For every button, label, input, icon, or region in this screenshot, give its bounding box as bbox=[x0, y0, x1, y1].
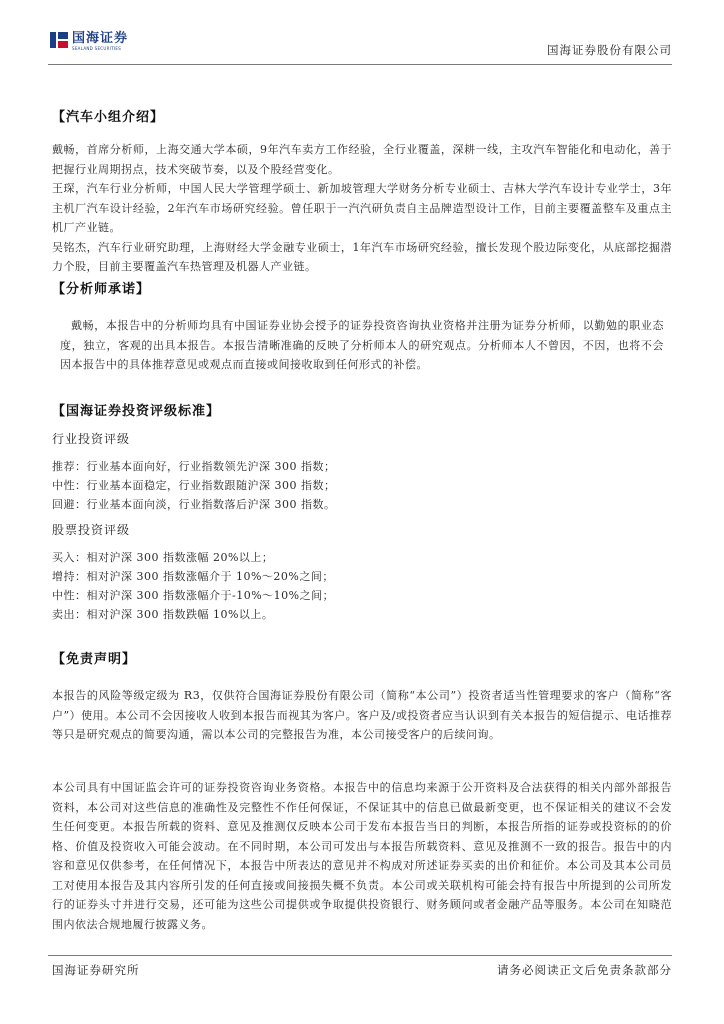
team-section-title: 【汽车小组介绍】 bbox=[52, 110, 165, 125]
team-member-3: 吴铭杰，汽车行业研究助理，上海财经大学金融专业硕士，1年汽车市场研究经验，擅长发现个股边际变化，从底部挖掘潜力个股，目前主要覆盖汽车热管理及机器人产业链。 bbox=[52, 240, 672, 273]
industry-rating-title: 行业投资评级 bbox=[52, 432, 131, 446]
pledge-section-title: 【分析师承诺】 bbox=[52, 282, 151, 297]
disclaimer-block-2 bbox=[52, 778, 672, 934]
logo-english: SEALAND SECURITIES bbox=[72, 46, 122, 51]
industry-rating-line: 回避：行业基本面向淡，行业指数落后沪深 300 指数。 bbox=[52, 498, 336, 511]
stock-rating-line: 中性：相对沪深 300 指数涨幅介于-10%～10%之间； bbox=[52, 589, 335, 602]
disclaimer-block-1 bbox=[52, 686, 672, 745]
disclaimer-paragraph-1: 本报告的风险等级定级为 R3，仅供符合国海证券股份有限公司（简称“本公司”）投资者适当性管理要求的客户（简称“客户”）使用。本公司不会因接收人收到本报告而视其为客户。客户及/或投资者应当认识到有关本报告的短信提示、电话推荐等只是研究观点的简要沟通，需以本公司的完整报告为准，本公司接受客户的后续问询。 bbox=[52, 689, 672, 741]
stock-rating bbox=[52, 521, 672, 624]
pledge-text-block bbox=[60, 316, 664, 375]
industry-rating-line: 推荐：行业基本面向好，行业指数领先沪深 300 指数； bbox=[52, 460, 336, 473]
pledge-text: 戴畅，本报告中的分析师均具有中国证券业协会授予的证券投资咨询执业资格并注册为证券分析师，以勤勉的职业态度，独立，客观的出具本报告。本报告清晰准确的反映了分析师本人的研究观点。分析师本人不曾因，不因，也将不会因本报告中的具体推荐意见或观点而直接或间接收取到任何形式的补偿。 bbox=[60, 319, 664, 371]
logo-name: 国海证券 bbox=[72, 31, 129, 46]
stock-rating-line: 买入：相对沪深 300 指数涨幅 20%以上； bbox=[52, 551, 274, 564]
industry-rating-line: 中性：行业基本面稳定，行业指数跟随沪深 300 指数； bbox=[52, 479, 336, 492]
company-name: 国海证券股份有限公司 bbox=[547, 43, 672, 57]
footer-divider bbox=[48, 955, 672, 956]
disclaimer-section-title: 【免责声明】 bbox=[52, 652, 137, 667]
page-header bbox=[48, 28, 672, 65]
disclaimer-paragraph-2: 本公司具有中国证监会许可的证券投资咨询业务资格。本报告中的信息均来源于公开资料及合法获得的相关内部外部报告资料，本公司对这些信息的准确性及完整性不作任何保证，不保证其中的信息已做最新变更，也不保证相关的建议不会发生任何变更。本报告所载的资料、意见及推测仅反映本公司于发布本报告当日的判断，本报告所指的证券或投资标的的价格、价值及投资收入可能会波动。在不同时期，本公司可发出与本报告所载资料、意见及推测不一致的报告。报告中的内容和意见仅供参考，在任何情况下，本报告中所表达的意见并不构成对所述证券买卖的出价和征价。本公司及其本公司员工对使用本报告及其内容所引发的任何直接或间接损失概不负责。本公司或关联机构可能会持有报告中所提到的公司所发行的证券头寸并进行交易，还可能为这些公司提供或争取提供投资银行、财务顾问或者金融产品等服务。本公司在知晓范围内依法合规地履行披露义务。 bbox=[52, 781, 672, 931]
stock-rating-title: 股票投资评级 bbox=[52, 523, 131, 537]
footer-disclaimer-note: 请务必阅读正文后免责条款部分 bbox=[497, 963, 672, 977]
company-logo bbox=[50, 32, 128, 51]
rating-section-title: 【国海证券投资评级标准】 bbox=[52, 404, 221, 419]
stock-rating-line: 卖出：相对沪深 300 指数跌幅 10%以上。 bbox=[52, 608, 274, 621]
logo-mark-icon bbox=[50, 32, 68, 48]
team-section bbox=[52, 140, 672, 277]
team-member-1: 戴畅，首席分析师，上海交通大学本硕，9年汽车卖方工作经验，全行业覆盖，深耕一线，主攻汽车智能化和电动化，善于把握行业周期拐点，技术突破节奏，以及个股经营变化。 bbox=[52, 143, 672, 176]
industry-rating bbox=[52, 430, 672, 514]
team-member-2: 王琛，汽车行业分析师，中国人民大学管理学硕士、新加坡管理大学财务分析专业硕士、吉林大学汽车设计专业学士，3年主机厂汽车设计经验，2年汽车市场研究经验。曾任职于一汽汽研负责自主品牌造型设计工作，目前主要覆盖整车及重点主机厂产业链。 bbox=[52, 182, 672, 234]
footer-institute: 国海证券研究所 bbox=[52, 963, 140, 977]
stock-rating-line: 增持：相对沪深 300 指数涨幅介于 10%～20%之间； bbox=[52, 570, 334, 583]
